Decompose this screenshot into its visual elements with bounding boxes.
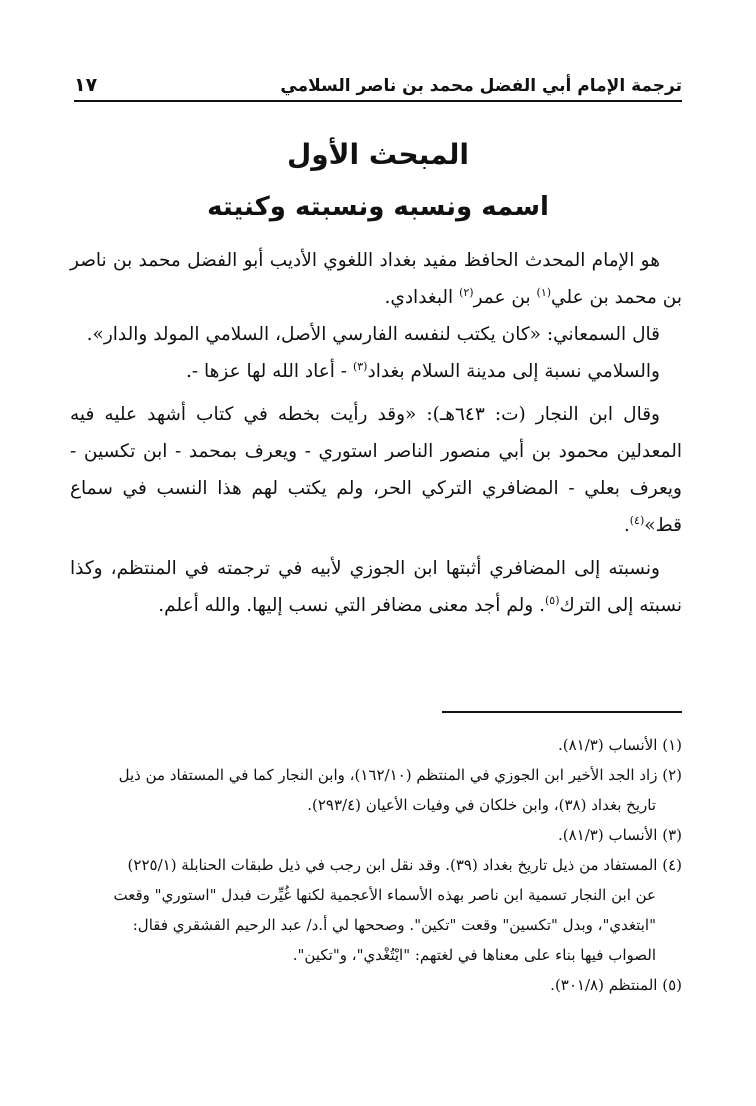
paragraph-text: وقال ابن النجار (ت: ٦٤٣هـ): «وقد رأيت بخطه في كتاب أشهد عليه فيه المعدلين محمود بن أبي منصور الناصر استوري - ويعرف بمحمد - ابن تكسين - ويعرف بعلي - المضافري التركي الحر، ولم يكتب لهم هذا النسب في سماع قط» bbox=[70, 404, 682, 536]
paragraph-text: . bbox=[623, 515, 630, 536]
footnote-ref-5[interactable]: (٥) bbox=[544, 593, 560, 607]
paragraph-text: . ولم أجد معنى مضافر التي نسب إليها. والله أعلم. bbox=[158, 595, 545, 616]
footnote-4-continued: "ابتغدي"، وبدل "تكسين" وقعت "تكين". وصححها لي أ.د/ عبد الرحيم القشقري فقال: bbox=[132, 916, 656, 934]
section-title: المبحث الأول bbox=[286, 138, 470, 171]
paragraph-text: بن عمر bbox=[473, 287, 537, 308]
footnote-separator bbox=[442, 711, 682, 713]
footnote-4: (٤) المستفاد من ذيل تاريخ بغداد (٣٩). وقد نقل ابن رجب في ذيل طبقات الحنابلة (٢٢٥/١) bbox=[127, 856, 682, 874]
paragraph-text: - أعاد الله لها عزها -. bbox=[185, 361, 353, 382]
footnotes bbox=[70, 730, 682, 1000]
page-number: ١٧ bbox=[74, 74, 98, 96]
paragraph-name-lineage bbox=[70, 242, 682, 316]
paragraph-mudafiri-nisba bbox=[70, 550, 682, 624]
footnote-3: (٣) الأنساب (٨١/٣). bbox=[558, 826, 682, 844]
running-header bbox=[74, 66, 682, 102]
footnote-4-continued: الصواب فيها بناء على معناها في لغتهم: "ايْتُغْدي"، و"تكين". bbox=[292, 946, 656, 964]
footnote-1: (١) الأنساب (٨١/٣). bbox=[558, 736, 682, 754]
header-title: ترجمة الإمام أبي الفضل محمد بن ناصر السلامي bbox=[280, 76, 682, 96]
footnote-2: (٢) زاد الجد الأخير ابن الجوزي في المنتظم (١٦٢/١٠)، وابن النجار كما في المستفاد من ذيل bbox=[118, 766, 682, 784]
paragraph-text: ونسبته إلى المضافري أثبتها ابن الجوزي لأبيه في ترجمته في المنتظم، وكذا نسبته إلى الترك bbox=[70, 558, 682, 616]
paragraph-text: هو الإمام المحدث الحافظ مفيد بغداد اللغوي الأديب أبو الفضل محمد بن ناصر بن محمد بن علي bbox=[70, 250, 682, 308]
paragraph-samani-quote: قال السمعاني: «كان يكتب لنفسه الفارسي الأصل، السلامي المولد والدار». bbox=[86, 324, 660, 345]
footnote-2-continued: تاريخ بغداد (٣٨)، وابن خلكان في وفيات الأعيان (٢٩٣/٤). bbox=[307, 796, 656, 814]
footnote-4-continued: عن ابن النجار تسمية ابن ناصر بهذه الأسماء الأعجمية لكنها غُيِّرت فبدل "استوري" وقعت bbox=[113, 886, 656, 904]
section-subtitle: اسمه ونسبه ونسبته وكنيته bbox=[207, 192, 549, 222]
paragraph-text: والسلامي نسبة إلى مدينة السلام بغداد bbox=[367, 361, 660, 382]
paragraph-text: البغدادي. bbox=[384, 287, 460, 308]
footnote-ref-3[interactable]: (٣) bbox=[352, 359, 368, 373]
footnote-5: (٥) المنتظم (٣٠١/٨). bbox=[550, 976, 682, 994]
footnote-ref-2[interactable]: (٢) bbox=[459, 285, 474, 299]
body-text bbox=[70, 242, 682, 624]
footnote-ref-4[interactable]: (٤) bbox=[629, 513, 645, 527]
paragraph-salami-nisba bbox=[70, 353, 682, 390]
paragraph-ibn-najjar-quote bbox=[70, 396, 682, 544]
footnote-ref-1[interactable]: (١) bbox=[536, 285, 552, 299]
